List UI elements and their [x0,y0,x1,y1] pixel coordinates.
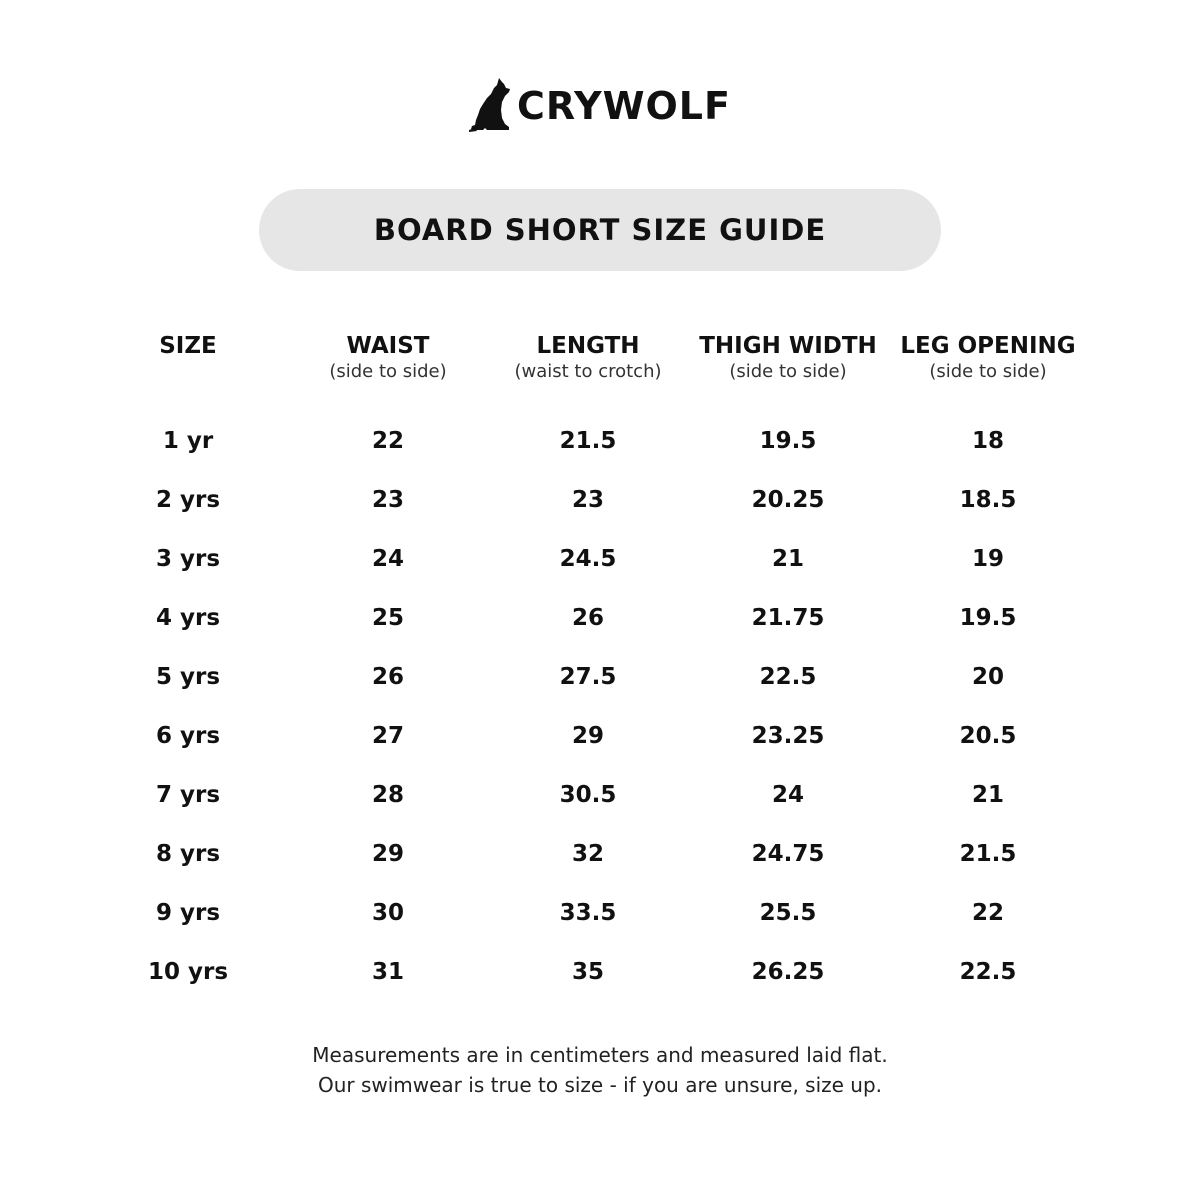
column-header-size [159,332,217,360]
cell-leg-opening: 22 [971,900,1005,926]
column-header-sublabel: (side to side) [729,361,847,382]
cell-size: 6 yrs [155,723,221,749]
cell-leg-opening: 18 [971,428,1005,454]
brand-name: CRYWOLF [517,84,731,128]
brand-logo [0,76,1200,136]
table-row [0,412,1200,471]
cell-leg-opening: 20.5 [959,723,1017,749]
cell-length: 29 [571,723,605,749]
title-banner [259,189,941,271]
cell-waist: 27 [371,723,405,749]
cell-waist: 26 [371,664,405,690]
cell-thigh-width: 22.5 [759,664,817,690]
footnote-line-2: Our swimwear is true to size - if you are unsure, size up. [317,1073,883,1097]
cell-thigh-width: 21 [771,546,805,572]
cell-leg-opening: 19 [971,546,1005,572]
table-row [0,943,1200,1002]
cell-thigh-width: 24.75 [751,841,825,867]
column-header-waist [329,332,446,383]
cell-size: 5 yrs [155,664,221,690]
cell-waist: 25 [371,605,405,631]
cell-thigh-width: 21.75 [751,605,825,631]
cell-length: 35 [571,959,605,985]
cell-length: 21.5 [559,428,617,454]
footnote-line-1: Measurements are in centimeters and measured laid flat. [312,1043,888,1067]
cell-size: 8 yrs [155,841,221,867]
table-row [0,766,1200,825]
cell-leg-opening: 22.5 [959,959,1017,985]
cell-size: 3 yrs [155,546,221,572]
table-row [0,884,1200,943]
cell-leg-opening: 20 [971,664,1005,690]
cell-waist: 24 [371,546,405,572]
cell-length: 26 [571,605,605,631]
column-header-label: THIGH WIDTH [699,333,877,359]
cell-size: 2 yrs [155,487,221,513]
cell-size: 10 yrs [147,959,229,985]
cell-thigh-width: 23.25 [751,723,825,749]
cell-thigh-width: 25.5 [759,900,817,926]
cell-size: 4 yrs [155,605,221,631]
cell-length: 32 [571,841,605,867]
cell-waist: 29 [371,841,405,867]
cell-waist: 28 [371,782,405,808]
table-row [0,530,1200,589]
cell-thigh-width: 24 [771,782,805,808]
cell-leg-opening: 21.5 [959,841,1017,867]
cell-leg-opening: 19.5 [959,605,1017,631]
cell-waist: 31 [371,959,405,985]
cell-leg-opening: 18.5 [959,487,1017,513]
table-row [0,707,1200,766]
size-table [0,412,1200,1002]
cell-thigh-width: 19.5 [759,428,817,454]
column-header-sublabel: (side to side) [329,361,447,382]
table-row [0,648,1200,707]
cell-length: 23 [571,487,605,513]
cell-leg-opening: 21 [971,782,1005,808]
column-header-label: WAIST [346,333,430,359]
column-header-length [514,332,661,383]
cell-size: 9 yrs [155,900,221,926]
column-header-sublabel: (side to side) [929,361,1047,382]
column-header-label: SIZE [159,333,217,359]
table-row [0,471,1200,530]
cell-size: 1 yr [162,428,214,454]
howling-wolf-icon [469,76,513,132]
column-header-thigh-width [699,332,877,383]
cell-length: 33.5 [559,900,617,926]
cell-waist: 23 [371,487,405,513]
cell-waist: 30 [371,900,405,926]
cell-waist: 22 [371,428,405,454]
table-row [0,825,1200,884]
table-row [0,589,1200,648]
cell-length: 27.5 [559,664,617,690]
cell-length: 30.5 [559,782,617,808]
column-header-sublabel: (waist to crotch) [514,361,662,382]
page-title: BOARD SHORT SIZE GUIDE [373,213,827,247]
cell-thigh-width: 20.25 [751,487,825,513]
cell-thigh-width: 26.25 [751,959,825,985]
column-header-label: LEG OPENING [900,333,1076,359]
column-header-leg-opening [900,332,1075,383]
cell-size: 7 yrs [155,782,221,808]
footnote [0,1040,1200,1100]
column-header-label: LENGTH [536,333,640,359]
cell-length: 24.5 [559,546,617,572]
